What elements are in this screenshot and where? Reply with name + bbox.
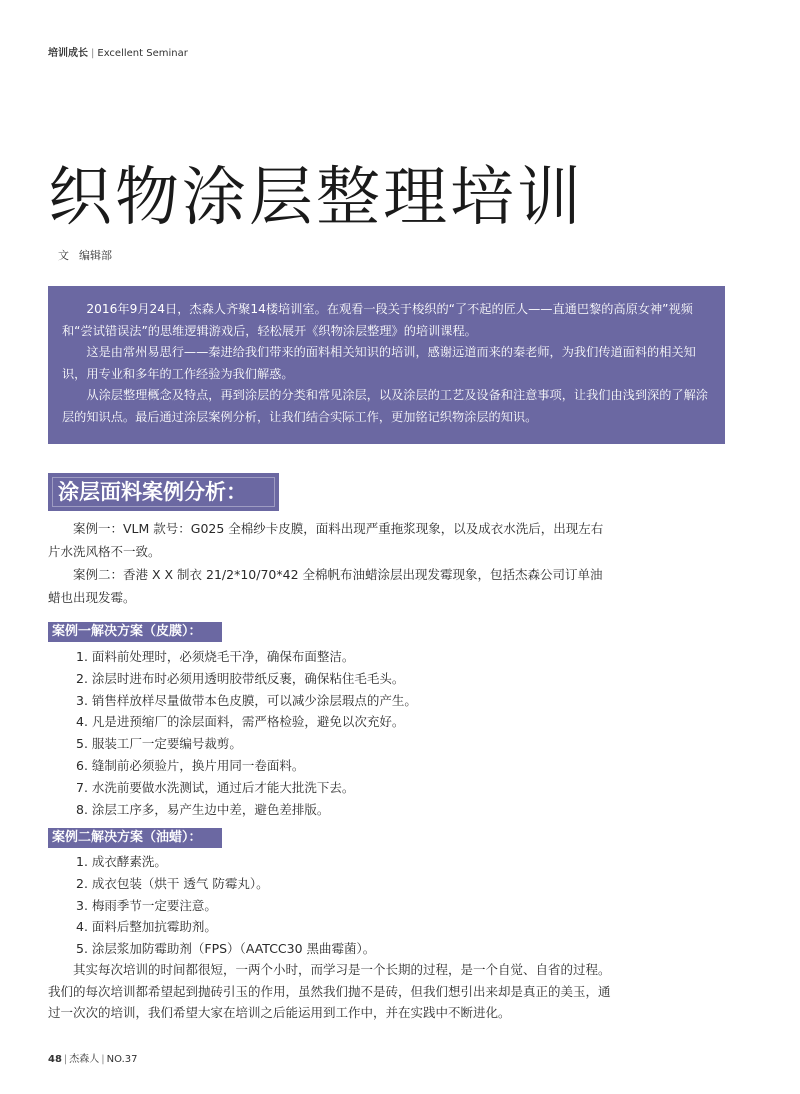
header-english: Excellent Seminar xyxy=(97,48,188,59)
solution-1-heading: 案例一解决方案（皮膜）： xyxy=(48,622,222,642)
page-footer xyxy=(48,1050,138,1065)
solution-2-list xyxy=(76,851,375,960)
list-item: 4. 凡是进预缩厂的涂层面料，需严格检验，避免以次充好。 xyxy=(76,714,405,730)
case-1-text: 案例一：VLM 款号：G025 全棉纱卡皮膜，面料出现严重拖浆现象，以及成衣水洗后，出现左右片水洗风格不一致。 xyxy=(48,521,604,559)
list-item: 3. 梅雨季节一定要注意。 xyxy=(76,897,217,913)
footer-publication: 杰森人 xyxy=(69,1054,100,1065)
header-separator: | xyxy=(91,48,95,59)
byline-label: 文 xyxy=(58,249,69,262)
intro-paragraph-2: 这是由常州易思行——秦进给我们带来的面料相关知识的培训，感谢远道而来的秦老师，为我们传道面料的相关知识，用专业和多年的工作经验为我们解惑。 xyxy=(62,345,696,381)
list-item: 3. 销售样放样尽量做带本色皮膜，可以减少涂层瑕点的产生。 xyxy=(76,692,417,708)
list-item: 6. 缝制前必须验片，换片用同一卷面料。 xyxy=(76,757,305,773)
list-item: 2. 成衣包装（烘干 透气 防霉丸）。 xyxy=(76,875,269,891)
byline-author: 编辑部 xyxy=(79,249,112,262)
header-category: 培训成长 xyxy=(48,48,88,59)
intro-paragraph-1: 2016年9月24日，杰森人齐聚14楼培训室。在观看一段关于梭织的“了不起的匠人——直通巴黎的高原女神”视频和“尝试错误法”的思维逻辑游戏后，轻松展开《织物涂层整理》的培训课程。 xyxy=(62,302,693,338)
footer-issue: NO.37 xyxy=(106,1054,138,1065)
page-number: 48 xyxy=(48,1054,62,1065)
section-heading-bar xyxy=(48,473,284,511)
list-item: 5. 服装工厂一定要编号裁剪。 xyxy=(76,736,242,752)
running-header xyxy=(48,44,188,59)
list-item: 1. 成衣酵素洗。 xyxy=(76,854,167,869)
byline xyxy=(58,247,112,263)
list-item: 4. 面料后整加抗霉助剂。 xyxy=(76,919,217,935)
section-heading: 涂层面料案例分析： xyxy=(58,479,247,504)
list-item: 7. 水洗前要做水洗测试，通过后才能大批洗下去。 xyxy=(76,779,355,795)
closing-paragraph: 其实每次培训的时间都很短，一两个小时，而学习是一个长期的过程，是一个自觉、自省的过程。我们的每次培训都希望起到抛砖引玉的作用，虽然我们抛不是砖，但我们想引出来却是真正的美玉，通过一次次的培训，我们希望大家在培训之后能运用到工作中，并在实践中不断进化。 xyxy=(48,962,611,1020)
solution-2-heading: 案例二解决方案（油蜡）： xyxy=(48,828,222,848)
list-item: 5. 涂层浆加防霉助剂（FPS）（AATCC30 黑曲霉菌）。 xyxy=(76,941,376,957)
solution-1-list xyxy=(76,646,417,820)
footer-separator-2: | xyxy=(101,1054,105,1065)
case-2-text: 案例二：香港 X X 制衣 21/2*10/70*42 全棉帆布油蜡涂层出现发霉现象，包括杰森公司订单油蜡也出现发霉。 xyxy=(48,567,603,605)
footer-separator-1: | xyxy=(63,1054,68,1065)
article-title: 织物涂层整理培训 xyxy=(48,161,584,235)
list-item: 1. 面料前处理时，必须烧毛干净，确保布面整洁。 xyxy=(76,649,355,664)
list-item: 2. 涂层时进布时必须用透明胶带纸反裹，确保粘住毛毛头。 xyxy=(76,670,405,686)
intro-box xyxy=(48,286,725,444)
list-item: 8. 涂层工序多，易产生边中差，避色差排版。 xyxy=(76,801,330,817)
intro-paragraph-3: 从涂层整理概念及特点，再到涂层的分类和常见涂层，以及涂层的工艺及设备和注意事项，让我们由浅到深的了解涂层的知识点。最后通过涂层案例分析，让我们结合实际工作，更加铭记织物涂层的知识。 xyxy=(62,388,708,424)
